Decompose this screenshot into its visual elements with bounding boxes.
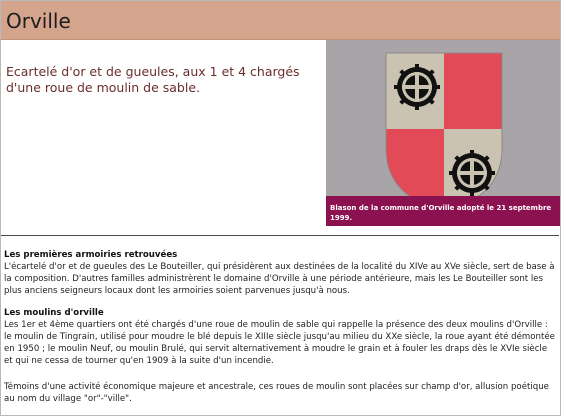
- image-caption: Blason de la commune d'Orville adopté le 21 septembre 1999.: [326, 196, 560, 226]
- section-divider: [1, 235, 559, 236]
- section-heading: Les premières armoiries retrouvées: [4, 250, 178, 260]
- section-paragraph: Témoins d'une activité économique majeure et ancestrale, ces roues de moulin sont placées sur champ d'or, allusion poétique au nom du village "or"-"ville".: [4, 382, 549, 404]
- mill-wheel-icon: [449, 150, 495, 196]
- section-heading: Les moulins d'orville: [4, 308, 104, 318]
- history-content: [4, 249, 556, 405]
- title-bar: [1, 1, 560, 40]
- coat-of-arms-shield: [383, 49, 505, 213]
- section-paragraph: Les 1er et 4ème quartiers ont été chargés d'une roue de moulin de sable qui rappelle la présence des deux moulins d'Orville : le moulin de Tingrain, utilisé pour moudre le blé depuis le XIIIe siècle jusqu'au milieu du XXe siècle, la roue ayant été démontée en 1950 ; le moulin Neuf, ou moulin Brulé, qui servit alternativement à moudre le grain et à fouler les draps dès le XVIe siècle et qui ne cessa de tourner qu'en 1909 à la suite d'un incendie.: [4, 320, 555, 366]
- mill-wheel-icon: [394, 64, 440, 110]
- page-title: Orville: [6, 9, 71, 33]
- section-paragraph: L'écartelé d'or et de gueules des Le Bouteiller, qui présidèrent aux destinées de la localité du XIVe au XVe siècle, sert de base à la composition. D'autres familles administrèrent le domaine d'Orville à une période antérieure, mais les Le Bouteiller sont les plus anciens seigneurs locaux dont les armoiries soient parvenues jusqu'à nous.: [4, 262, 555, 296]
- blazon-description: Ecartelé d'or et de gueules, aux 1 et 4 chargés d'une roue de moulin de sable.: [6, 64, 300, 95]
